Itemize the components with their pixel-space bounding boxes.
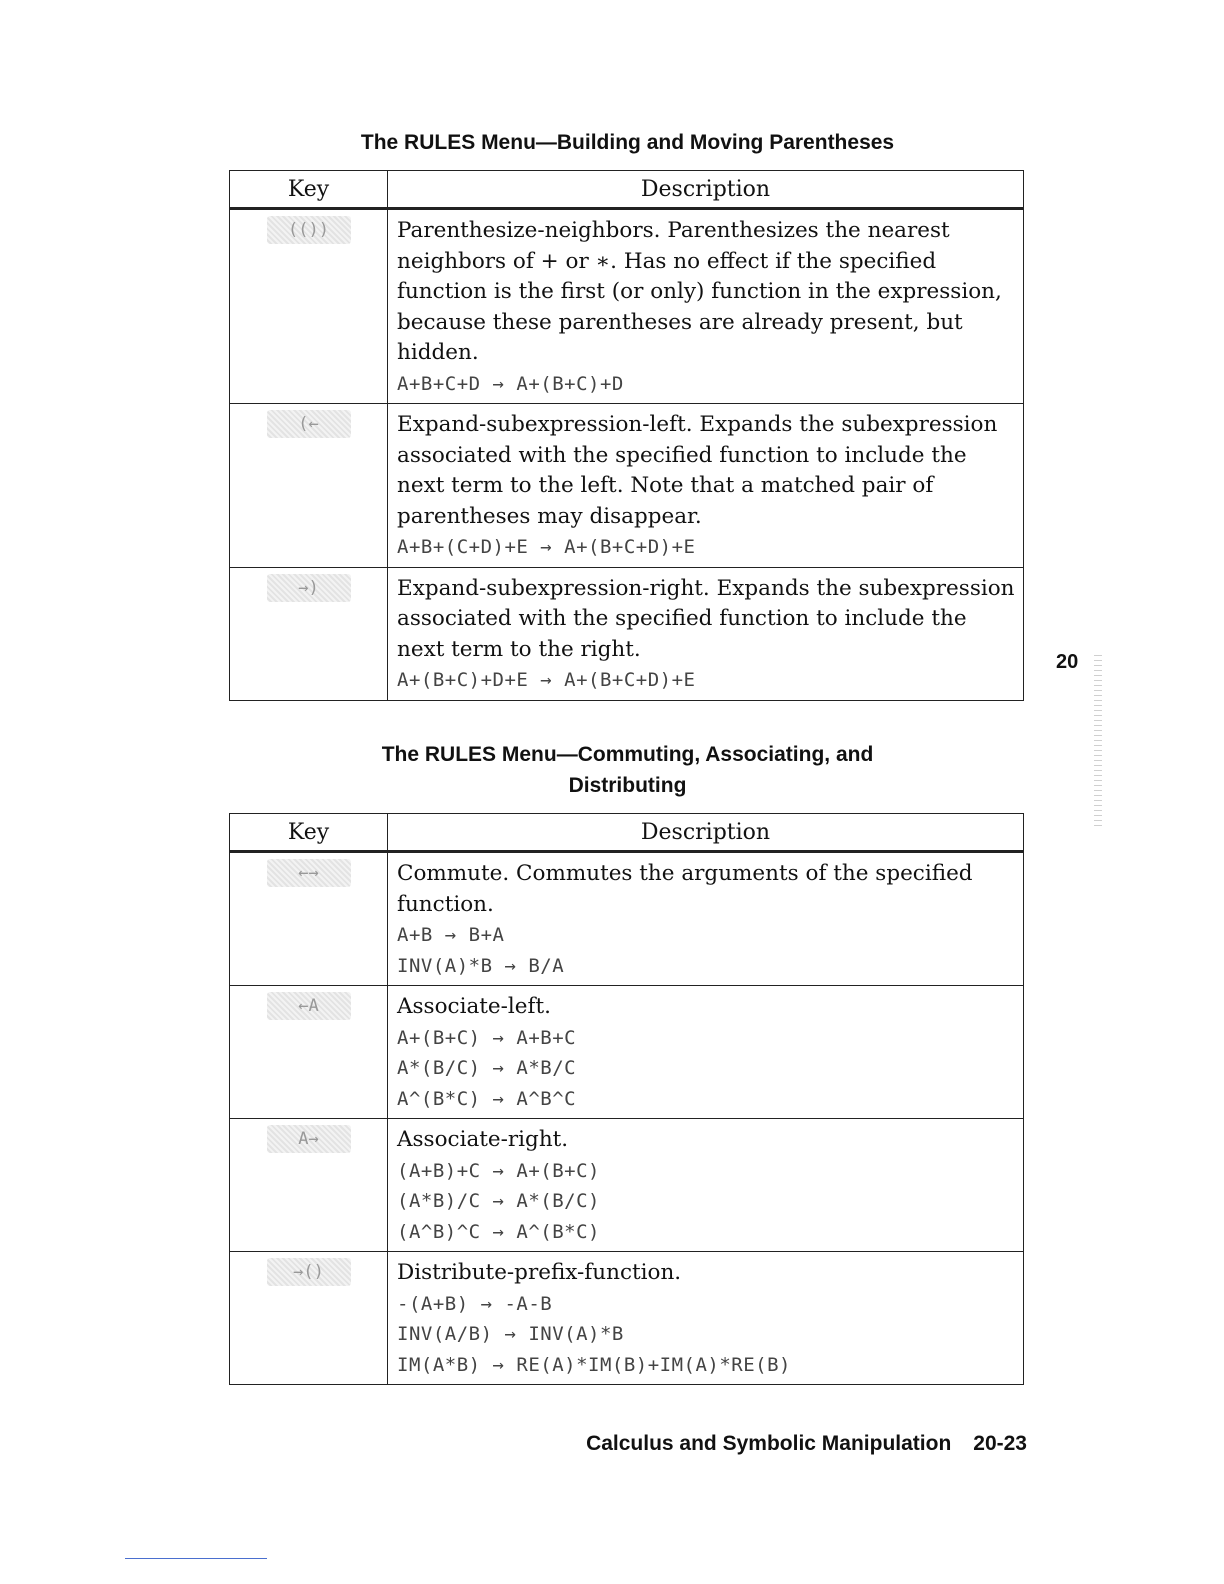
example-line: A+B → B+A bbox=[397, 924, 505, 946]
description-column-header: Description bbox=[388, 814, 1024, 852]
section-title-line: Distributing bbox=[568, 774, 687, 797]
menu-key-parenthesize-neighbors[interactable]: (()) bbox=[267, 216, 351, 244]
example-line: (A^B)^C → A^(B*C) bbox=[397, 1220, 600, 1243]
example-line: A+(B+C) → A+B+C bbox=[397, 1026, 577, 1049]
key-column-header: Key bbox=[230, 814, 388, 852]
key-cell bbox=[230, 1252, 388, 1385]
table-header-row bbox=[230, 171, 1024, 209]
example-line: A*(B/C) → A*B/C bbox=[397, 1057, 577, 1079]
menu-key-expand-right[interactable]: →) bbox=[267, 574, 351, 602]
table-header-row bbox=[230, 814, 1024, 852]
key-column-header: Key bbox=[230, 171, 388, 209]
section-title-parentheses: The RULES Menu—Building and Moving Parentheses bbox=[360, 131, 895, 154]
description-cell bbox=[388, 404, 1024, 568]
description-cell bbox=[388, 852, 1024, 986]
description-text: Expand-subexpression-left. Expands the subexpression associated with the specified function to include the next term to the left. Note that a matched pair of parentheses may disappear. bbox=[397, 412, 998, 529]
example-line: (A+B)+C → A+(B+C) bbox=[397, 1159, 600, 1182]
table-row bbox=[230, 1252, 1024, 1385]
key-cell bbox=[230, 567, 388, 700]
menu-key-distribute-prefix[interactable]: →() bbox=[267, 1258, 351, 1286]
table-row bbox=[230, 986, 1024, 1119]
menu-key-associate-left[interactable]: ←A bbox=[267, 992, 351, 1020]
example-line: (A*B)/C → A*(B/C) bbox=[397, 1190, 600, 1212]
menu-key-commute[interactable]: ←→ bbox=[267, 859, 351, 887]
key-cell bbox=[230, 1119, 388, 1252]
table-row bbox=[230, 567, 1024, 700]
table-row bbox=[230, 1119, 1024, 1252]
section-title-line: The RULES Menu—Commuting, Associating, and bbox=[381, 743, 874, 766]
example-line: INV(A)*B → B/A bbox=[397, 954, 565, 977]
description-cell bbox=[388, 209, 1024, 404]
table-row bbox=[230, 209, 1024, 404]
description-cell bbox=[388, 986, 1024, 1119]
description-text: Expand-subexpression-right. Expands the subexpression associated with the specified function to include the next term to the right. bbox=[397, 575, 1015, 662]
example-line: A+(B+C)+D+E → A+(B+C+D)+E bbox=[397, 669, 696, 691]
page-footer bbox=[586, 1432, 1027, 1456]
key-cell bbox=[230, 852, 388, 986]
description-text: Parenthesize-neighbors. Parenthesizes the nearest neighbors of + or ∗. Has no effect if the specified function is the first (or only) function in the expression, because these parentheses are already present, but hidden. bbox=[397, 218, 1002, 365]
key-cell bbox=[230, 404, 388, 568]
example-line: IM(A*B) → RE(A)*IM(B)+IM(A)*RE(B) bbox=[397, 1353, 791, 1376]
chapter-side-tab: 20 bbox=[1056, 651, 1079, 673]
description-cell bbox=[388, 1252, 1024, 1385]
description-cell bbox=[388, 567, 1024, 700]
key-cell bbox=[230, 986, 388, 1119]
example-line: INV(A/B) → INV(A)*B bbox=[397, 1323, 624, 1345]
example-line: A+B+(C+D)+E → A+(B+C+D)+E bbox=[397, 536, 696, 558]
table-row bbox=[230, 404, 1024, 568]
commuting-rules-table bbox=[229, 813, 1024, 1385]
footnote-divider bbox=[125, 1558, 267, 1559]
example-line: A^(B*C) → A^B^C bbox=[397, 1087, 577, 1110]
description-text: Associate-left. bbox=[397, 994, 551, 1019]
description-text: Commute. Commutes the arguments of the specified function. bbox=[397, 861, 973, 917]
description-column-header: Description bbox=[388, 171, 1024, 209]
menu-key-associate-right[interactable]: A→ bbox=[267, 1125, 351, 1153]
footer-chapter-title: Calculus and Symbolic Manipulation bbox=[586, 1432, 952, 1455]
description-text: Associate-right. bbox=[397, 1127, 569, 1152]
footer-page-number: 20-23 bbox=[973, 1432, 1027, 1455]
example-line: A+B+C+D → A+(B+C)+D bbox=[397, 372, 624, 395]
menu-key-expand-left[interactable]: (← bbox=[267, 410, 351, 438]
example-line: -(A+B) → -A-B bbox=[397, 1292, 553, 1315]
key-cell bbox=[230, 209, 388, 404]
section-title-commuting bbox=[230, 739, 1025, 801]
table-row bbox=[230, 852, 1024, 986]
description-cell bbox=[388, 1119, 1024, 1252]
description-text: Distribute-prefix-function. bbox=[397, 1260, 682, 1285]
page-edge-marks bbox=[1094, 655, 1102, 830]
parentheses-rules-table bbox=[229, 170, 1024, 701]
